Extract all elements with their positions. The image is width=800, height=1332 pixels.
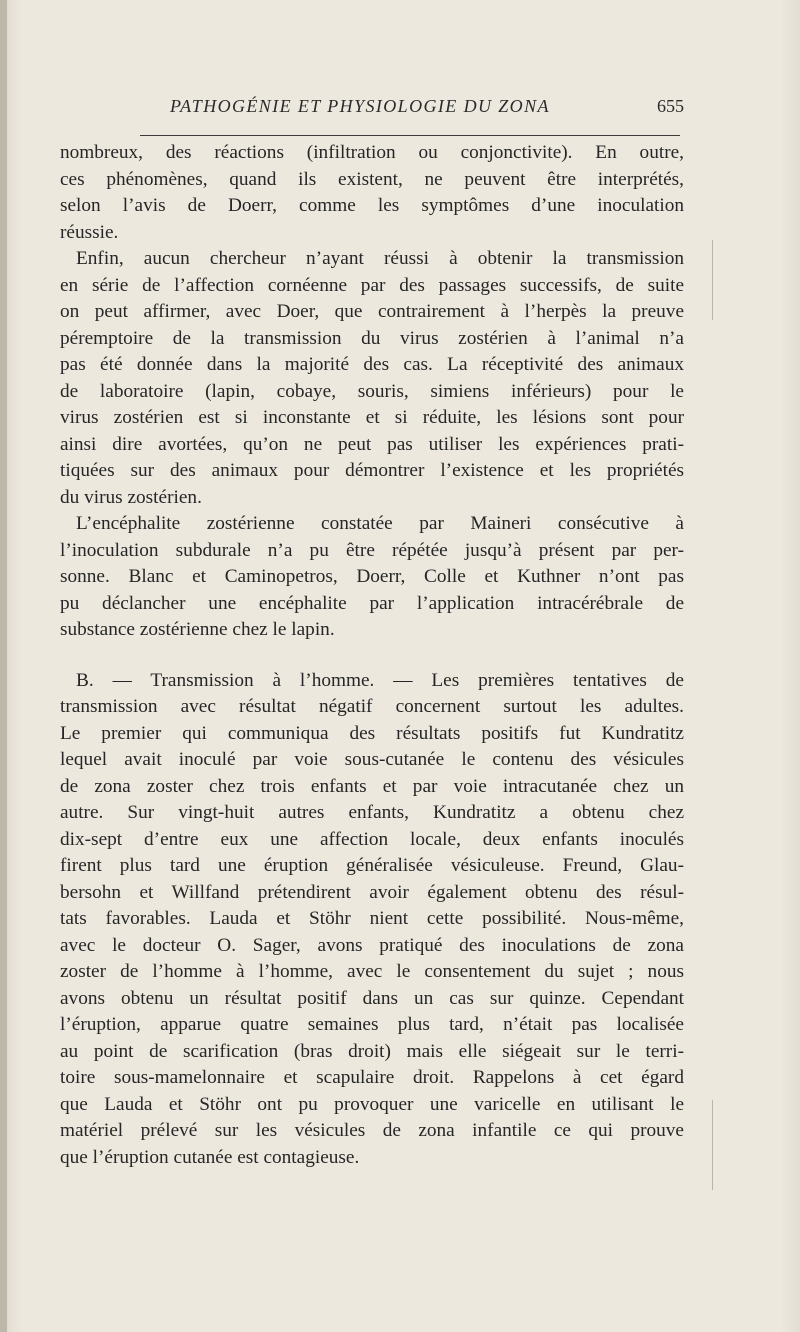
text-line: transmission avec résultat négatif concernent surtout les adultes. (60, 696, 684, 717)
body-text (60, 140, 684, 1171)
text-line: B. — Transmission à l’homme. — Les premières tentatives de (76, 669, 684, 691)
paragraph-section-b (60, 668, 684, 1172)
margin-pencil-mark (712, 1100, 713, 1190)
page-spine-shadow (0, 0, 7, 1332)
paragraph (60, 140, 684, 246)
page-number: 655 (657, 96, 684, 116)
text-line: l’inoculation subdurale n’a pu être répétée jusqu’à présent par per- (60, 539, 684, 561)
text-line: ces phénomènes, quand ils existent, ne peuvent être interprétés, (60, 168, 684, 190)
text-line: que Lauda et Stöhr ont pu provoquer une varicelle en utilisant le (60, 1093, 684, 1115)
page-header (60, 96, 684, 124)
text-line: bersohn et Willfand prétendirent avoir également obtenu des résul- (60, 881, 684, 903)
margin-pencil-mark (712, 240, 713, 320)
text-line: réussie. (60, 221, 119, 243)
text-line: pas été donnée dans la majorité des cas. La réceptivité des animaux (60, 354, 684, 375)
text-line: de zona zoster chez trois enfants et par voie intracutanée chez un (60, 775, 684, 797)
text-line: nombreux, des réactions (infiltration ou conjonctivite). En outre, (60, 142, 684, 163)
text-line: tiquées sur des animaux pour démontrer l’existence et les propriétés (60, 460, 684, 481)
text-line: substance zostérienne chez le lapin. (60, 619, 335, 640)
text-line: avec le docteur O. Sager, avons pratiqué des inoculations de zona (60, 934, 684, 956)
text-line: tats favorables. Lauda et Stöhr nient cette possibilité. Nous-même, (60, 908, 684, 929)
section-gap (60, 644, 684, 668)
text-line: matériel prélevé sur les vésicules de zona infantile ce qui prouve (60, 1120, 684, 1141)
text-line: en série de l’affection cornéenne par des passages successifs, de suite (60, 274, 684, 296)
text-line: virus zostérien est si inconstante et si réduite, les lésions sont pour (60, 407, 684, 428)
text-line: Le premier qui communiqua des résultats positifs fut Kundratitz (60, 722, 684, 744)
text-line: l’éruption, apparue quatre semaines plus tard, n’était pas localisée (60, 1014, 684, 1035)
text-line: on peut affirmer, avec Doer, que contrairement à l’herpès la preuve (60, 301, 684, 322)
text-line: sonne. Blanc et Caminopetros, Doerr, Colle et Kuthner n’ont pas (60, 566, 684, 587)
text-line: avons obtenu un résultat positif dans un cas sur quinze. Cependant (60, 987, 684, 1009)
text-line: toire sous-mamelonnaire et scapulaire droit. Rappelons à cet égard (60, 1067, 684, 1088)
running-title: PATHOGÉNIE ET PHYSIOLOGIE DU ZONA (170, 96, 550, 116)
text-line: que l’éruption cutanée est contagieuse. (60, 1146, 360, 1168)
text-line: selon l’avis de Doerr, comme les symptômes d’une inoculation (60, 195, 684, 216)
paragraph (60, 246, 684, 511)
text-line: Enfin, aucun chercheur n’ayant réussi à obtenir la transmission (76, 248, 684, 269)
text-line: ainsi dire avortées, qu’on ne peut pas utiliser les expériences prati- (60, 433, 684, 455)
text-line: firent plus tard une éruption généralisée vésiculeuse. Freund, Glau- (60, 855, 684, 876)
text-line: au point de scarification (bras droit) mais elle siégeait sur le terri- (60, 1040, 684, 1062)
paragraph (60, 511, 684, 644)
header-rule (140, 135, 680, 136)
text-line: lequel avait inoculé par voie sous-cutanée le contenu des vésicules (60, 749, 684, 770)
text-line: dix-sept d’entre eux une affection locale, deux enfants inoculés (60, 828, 684, 850)
text-line: zoster de l’homme à l’homme, avec le consentement du sujet ; nous (60, 961, 684, 982)
text-line: péremptoire de la transmission du virus zostérien à l’animal n’a (60, 327, 684, 349)
text-line: L’encéphalite zostérienne constatée par Maineri consécutive à (76, 513, 684, 534)
text-line: du virus zostérien. (60, 486, 202, 508)
text-line: de laboratoire (lapin, cobaye, souris, simiens inférieurs) pour le (60, 380, 684, 402)
text-line: pu déclancher une encéphalite par l’application intracérébrale de (60, 592, 684, 614)
text-line: autre. Sur vingt-huit autres enfants, Kundratitz a obtenu chez (60, 802, 684, 823)
